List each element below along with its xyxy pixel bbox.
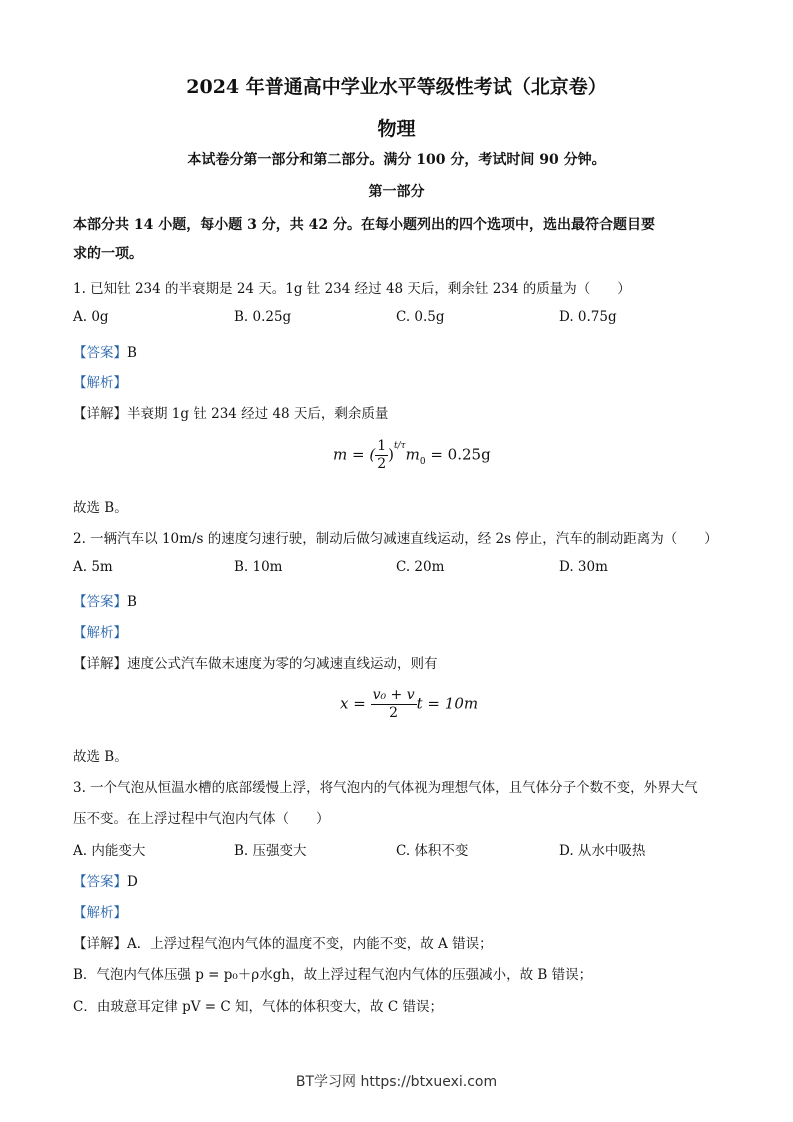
question-3-detail-b: B．气泡内气体压强 p = p₀＋ρ水gh，故上浮过程气泡内气体的压强减小，故 B 错误；: [73, 967, 593, 983]
question-3-text-line-1: 3. 一个气泡从恒温水槽的底部缓慢上浮，将气泡内的气体视为理想气体，且气体分子个数不变，外界大气: [73, 780, 698, 796]
answer-tag: 【答案】: [73, 345, 127, 361]
answer-value: B: [127, 345, 137, 361]
exam-intro: 本试卷分第一部分和第二部分。满分 100 分，考试时间 90 分钟。: [187, 152, 606, 168]
question-2-option-c: C. 20m: [396, 559, 445, 575]
detail-tag: 【详解】: [73, 656, 127, 672]
instructions-line-1: 本部分共 14 小题，每小题 3 分，共 42 分。在每小题列出的四个选项中，选出最符合题目要: [73, 217, 655, 233]
question-2-answer: [73, 590, 137, 610]
question-3-detail-a: [73, 932, 493, 952]
detail-tag: 【详解】: [73, 936, 127, 952]
question-1-detail: [73, 402, 388, 422]
question-1-option-b: B. 0.25g: [234, 309, 292, 325]
detail-text: 半衰期 1g 钍 234 经过 48 天后，剩余质量: [127, 406, 389, 422]
question-3-detail-c: C．由玻意耳定律 pV = C 知，气体的体积变大，故 C 错误；: [73, 999, 443, 1015]
question-2-formula: [340, 687, 478, 722]
part-heading: 第一部分: [368, 184, 425, 200]
question-3-option-c: C. 体积不变: [396, 843, 469, 859]
answer-tag: 【答案】: [73, 874, 127, 890]
question-1-text: 1. 已知钍 234 的半衰期是 24 天。1g 钍 234 经过 48 天后，剩余钍 234 的质量为（ ）: [73, 281, 631, 297]
question-3-option-d: D. 从水中吸热: [559, 843, 646, 859]
detail-text: 速度公式汽车做末速度为零的匀减速直线运动，则有: [127, 656, 438, 672]
formula-fraction: [375, 438, 388, 473]
question-2-conclusion: 故选 B。: [73, 749, 128, 765]
fraction-denominator: 2: [389, 705, 399, 721]
question-3-analysis-tag: 【解析】: [73, 905, 127, 921]
question-2-option-b: B. 10m: [234, 559, 283, 575]
question-3-text-line-2: 压不变。在上浮过程中气泡内气体（ ）: [73, 811, 330, 827]
question-1-option-d: D. 0.75g: [559, 309, 617, 325]
question-3-answer: [73, 870, 138, 890]
question-2-analysis-tag: 【解析】: [73, 625, 127, 641]
fraction-denominator: 2: [377, 456, 387, 472]
formula-lhs: m = (: [333, 445, 376, 464]
question-1-analysis-tag: 【解析】: [73, 375, 127, 391]
formula-fraction: [371, 687, 417, 722]
detail-tag: 【详解】: [73, 406, 127, 422]
exam-title: 2024 年普通高中学业水平等级性考试（北京卷）: [186, 76, 607, 98]
answer-value: D: [127, 874, 138, 890]
question-1-formula: m = ( $\frac{1}{2}$ )$^{t/\tau}m_0 = 0.25g$: [333, 438, 491, 472]
question-1-conclusion: 故选 B。: [73, 500, 128, 516]
question-2-option-d: D. 30m: [559, 559, 608, 575]
formula-subscript: 0: [419, 456, 426, 467]
question-2-detail: [73, 652, 438, 672]
fraction-numerator: v₀ + v: [372, 687, 415, 703]
question-3-option-a: A. 内能变大: [73, 843, 146, 859]
subject-title: 物理: [377, 118, 416, 140]
question-1-option-c: C. 0.5g: [396, 309, 445, 325]
instructions-line-2: 求的一项。: [73, 246, 143, 262]
question-2-option-a: A. 5m: [73, 559, 113, 575]
formula-rhs: t = 10m: [416, 694, 479, 713]
answer-value: B: [127, 594, 137, 610]
question-1-option-a: A. 0g: [73, 309, 109, 325]
question-2-text: 2. 一辆汽车以 10m/s 的速度匀速行驶，制动后做匀减速直线运动，经 2s 停止，汽车的制动距离为（ ）: [73, 531, 718, 547]
question-3-option-b: B. 压强变大: [234, 843, 307, 859]
fraction-numerator: 1: [377, 438, 387, 454]
footer-watermark: BT学习网 https://btxuexi.com: [295, 1074, 498, 1090]
answer-tag: 【答案】: [73, 594, 127, 610]
formula-exponent: t/τ: [393, 440, 406, 451]
formula-lhs: x =: [340, 694, 371, 713]
question-1-answer: [73, 341, 137, 361]
formula-mass: m: [405, 445, 420, 464]
detail-text: A．上浮过程气泡内气体的温度不变，内能不变，故 A 错误；: [127, 936, 493, 952]
formula-rhs: = 0.25g: [425, 445, 491, 464]
